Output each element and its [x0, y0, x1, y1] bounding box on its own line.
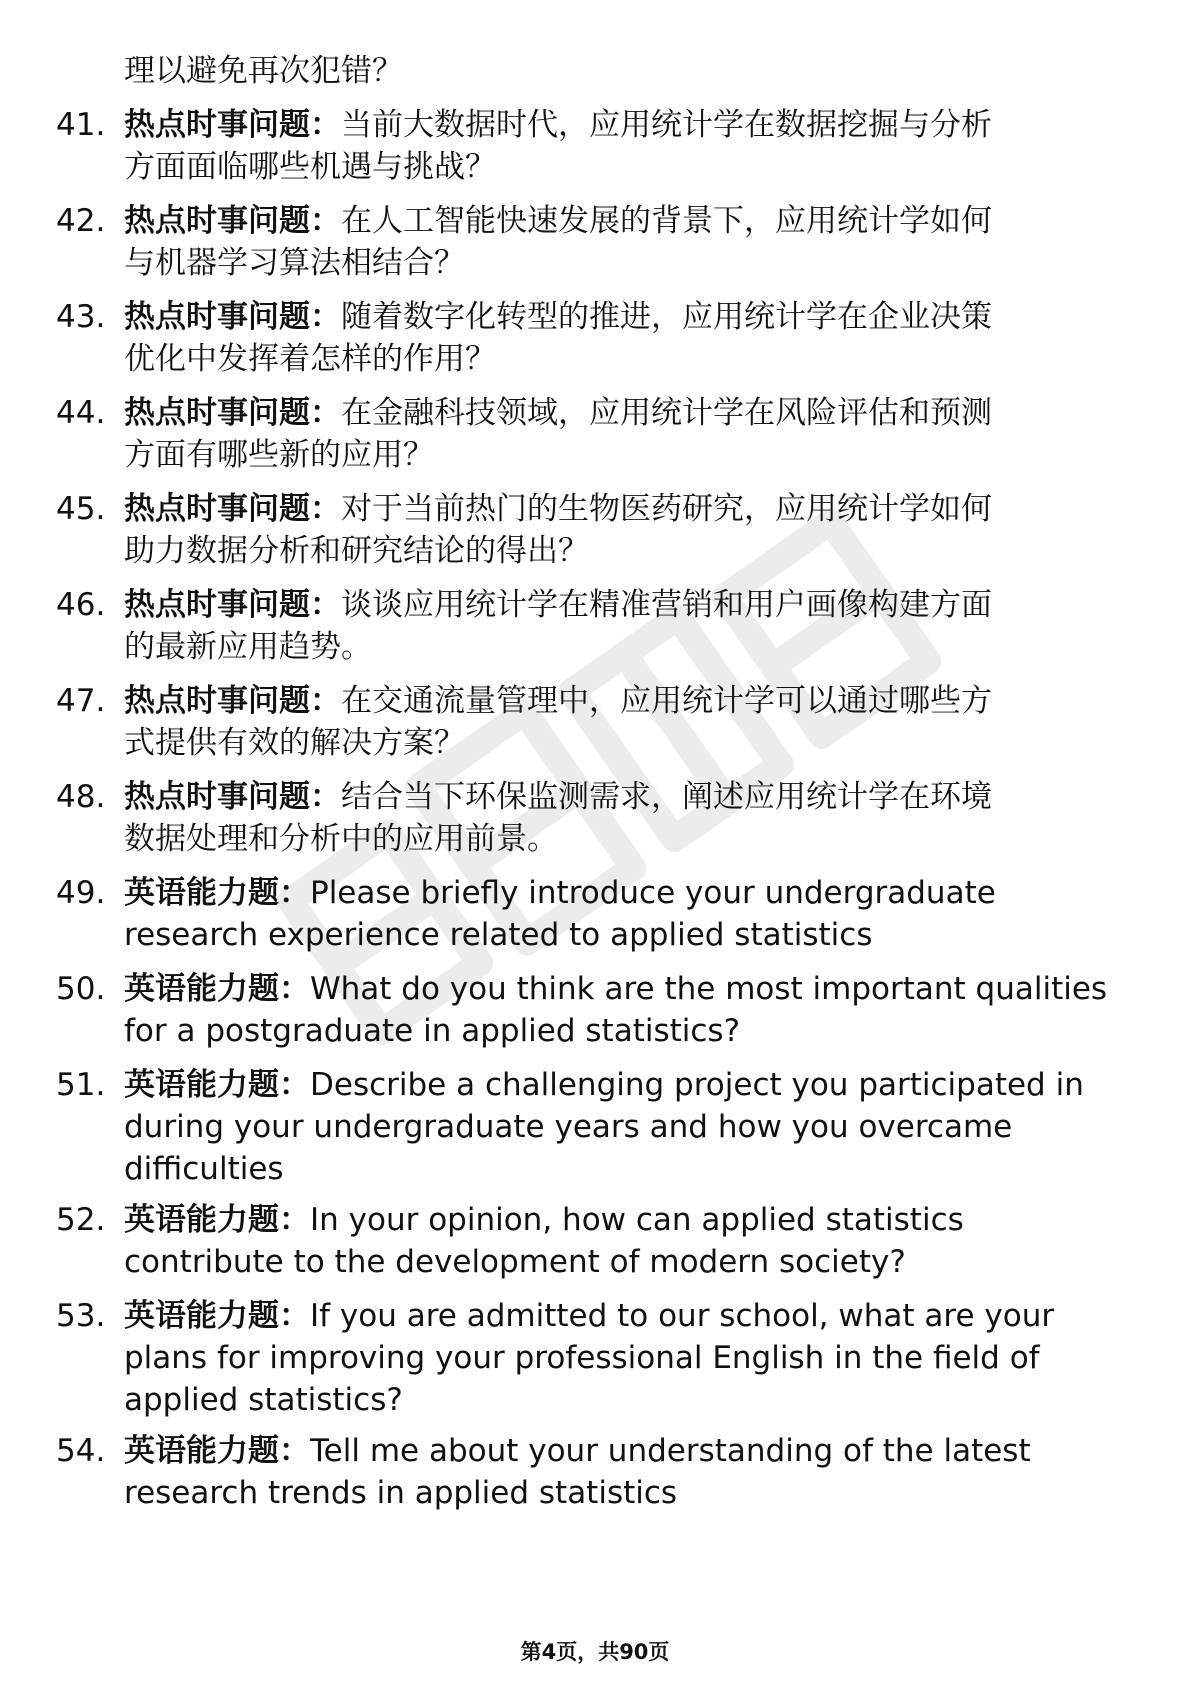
category-colon: ：: [310, 491, 341, 527]
question-category: 英语能力题: [124, 875, 279, 911]
question-number: 42.: [56, 203, 106, 239]
question-line-text: research trends in applied statistics: [124, 1475, 678, 1511]
question-line-text: 的最新应用趋势。: [124, 629, 372, 665]
question-line-text: 当前大数据时代，应用统计学在数据挖掘与分析: [341, 107, 992, 143]
question-category: 热点时事问题: [124, 683, 310, 719]
question-line: [124, 1148, 1124, 1190]
category-colon: ：: [310, 299, 341, 335]
category-colon: ：: [310, 203, 341, 239]
question-line: [124, 1295, 1124, 1337]
question-line: [124, 914, 1124, 956]
question-category: 热点时事问题: [124, 107, 310, 143]
question-line-text: 数据处理和分析中的应用前景。: [124, 821, 558, 857]
question-text: [124, 392, 1124, 476]
question-line-text: If you are admitted to our school, what are your: [310, 1298, 1055, 1334]
question-text: [124, 680, 1124, 764]
question-number: 45.: [56, 491, 106, 527]
question-line: [124, 1199, 1124, 1241]
question-text: [124, 1199, 1124, 1283]
question-number: 52.: [56, 1202, 106, 1238]
question-line-text: 方面有哪些新的应用？: [124, 437, 434, 473]
question-line-text: 谈谈应用统计学在精准营销和用户画像构建方面: [341, 587, 992, 623]
question-text: [124, 968, 1124, 1052]
question-line: [124, 338, 1124, 380]
question-line-text: 结合当下环保监测需求，阐述应用统计学在环境: [341, 779, 992, 815]
question-text: [124, 776, 1124, 860]
question-line: [124, 584, 1124, 626]
question-number: 50.: [56, 971, 106, 1007]
question-category: 热点时事问题: [124, 395, 310, 431]
question-number: 53.: [56, 1298, 106, 1334]
question-line-text: 式提供有效的解决方案？: [124, 725, 465, 761]
question-line: [124, 776, 1124, 818]
question-number: 46.: [56, 587, 106, 623]
question-category: 热点时事问题: [124, 779, 310, 815]
category-colon: ：: [279, 875, 310, 911]
question-line-text: 随着数字化转型的推进，应用统计学在企业决策: [341, 299, 992, 335]
question-text: [124, 584, 1124, 668]
question-text: [124, 104, 1124, 188]
question-category: 热点时事问题: [124, 491, 310, 527]
question-line: [124, 200, 1124, 242]
question-line: [124, 872, 1124, 914]
question-number: 54.: [56, 1433, 106, 1469]
question-line-text: plans for improving your professional English in the field of: [124, 1340, 1040, 1376]
question-line: [124, 392, 1124, 434]
page-number-footer: 第4页，共90页: [520, 1640, 670, 1664]
question-line-text: Please briefly introduce your undergraduate: [310, 875, 996, 911]
question-line: [124, 1241, 1124, 1283]
question-text: [124, 296, 1124, 380]
question-number: 49.: [56, 875, 106, 911]
question-category: 英语能力题: [124, 971, 279, 1007]
question-number: 43.: [56, 299, 106, 335]
question-line: [124, 146, 1124, 188]
question-line-text: 在人工智能快速发展的背景下，应用统计学如何: [341, 203, 992, 239]
question-text: [124, 200, 1124, 284]
question-line: [124, 1337, 1124, 1379]
question-line-text: Tell me about your understanding of the latest: [310, 1433, 1031, 1469]
question-number: 47.: [56, 683, 106, 719]
category-colon: ：: [279, 1067, 310, 1103]
question-line: [124, 968, 1124, 1010]
question-text: [124, 488, 1124, 572]
category-colon: ：: [279, 1298, 310, 1334]
category-colon: ：: [310, 779, 341, 815]
question-line-text: 优化中发挥着怎样的作用？: [124, 341, 496, 377]
question-text: [124, 1064, 1124, 1190]
question-number: 44.: [56, 395, 106, 431]
question-line: [124, 1379, 1124, 1421]
question-text: [124, 1295, 1124, 1421]
question-line: [124, 722, 1124, 764]
question-number: 48.: [56, 779, 106, 815]
category-colon: ：: [310, 683, 341, 719]
question-line: [124, 818, 1124, 860]
question-number: 51.: [56, 1067, 106, 1103]
question-line: [124, 242, 1124, 284]
question-number: 41.: [56, 107, 106, 143]
category-colon: ：: [279, 1433, 310, 1469]
question-category: 热点时事问题: [124, 299, 310, 335]
question-line-text: What do you think are the most important qualities: [310, 971, 1108, 1007]
question-category: 英语能力题: [124, 1067, 279, 1103]
question-line-text: 在金融科技领域，应用统计学在风险评估和预测: [341, 395, 992, 431]
question-line-text: during your undergraduate years and how you overcame: [124, 1109, 1013, 1145]
question-line-text: 在交通流量管理中，应用统计学可以通过哪些方: [341, 683, 992, 719]
question-line: [124, 680, 1124, 722]
question-line: [124, 1010, 1124, 1052]
question-category: 热点时事问题: [124, 203, 310, 239]
question-line: [124, 488, 1124, 530]
question-line: [124, 1430, 1124, 1472]
question-line-text: difficulties: [124, 1151, 284, 1187]
category-colon: ：: [310, 107, 341, 143]
question-line: [124, 1064, 1124, 1106]
question-line-text: 对于当前热门的生物医药研究，应用统计学如何: [341, 491, 992, 527]
question-line-text: Describe a challenging project you participated in: [310, 1067, 1084, 1103]
question-line-text: contribute to the development of modern society?: [124, 1244, 906, 1280]
question-line: [124, 1106, 1124, 1148]
question-line: [124, 626, 1124, 668]
category-colon: ：: [279, 1202, 310, 1238]
question-text: [124, 872, 1124, 956]
category-colon: ：: [310, 395, 341, 431]
question-line: [124, 104, 1124, 146]
question-category: 英语能力题: [124, 1433, 279, 1469]
question-category: 英语能力题: [124, 1298, 279, 1334]
category-colon: ：: [279, 971, 310, 1007]
question-line: [124, 296, 1124, 338]
question-category: 英语能力题: [124, 1202, 279, 1238]
question-line-text: 方面面临哪些机遇与挑战？: [124, 149, 496, 185]
question-line: [124, 530, 1124, 572]
question-line: [124, 434, 1124, 476]
continuation-text: 理以避免再次犯错？: [124, 53, 403, 89]
category-colon: ：: [310, 587, 341, 623]
question-line-text: for a postgraduate in applied statistics?: [124, 1013, 741, 1049]
question-line-text: research experience related to applied statistics: [124, 917, 873, 953]
question-category: 热点时事问题: [124, 587, 310, 623]
question-line-text: 助力数据分析和研究结论的得出？: [124, 533, 589, 569]
question-text: [124, 1430, 1124, 1514]
question-line: [124, 1472, 1124, 1514]
question-line-text: 与机器学习算法相结合？: [124, 245, 465, 281]
question-line-text: In your opinion, how can applied statistics: [310, 1202, 964, 1238]
question-line-text: applied statistics?: [124, 1382, 403, 1418]
